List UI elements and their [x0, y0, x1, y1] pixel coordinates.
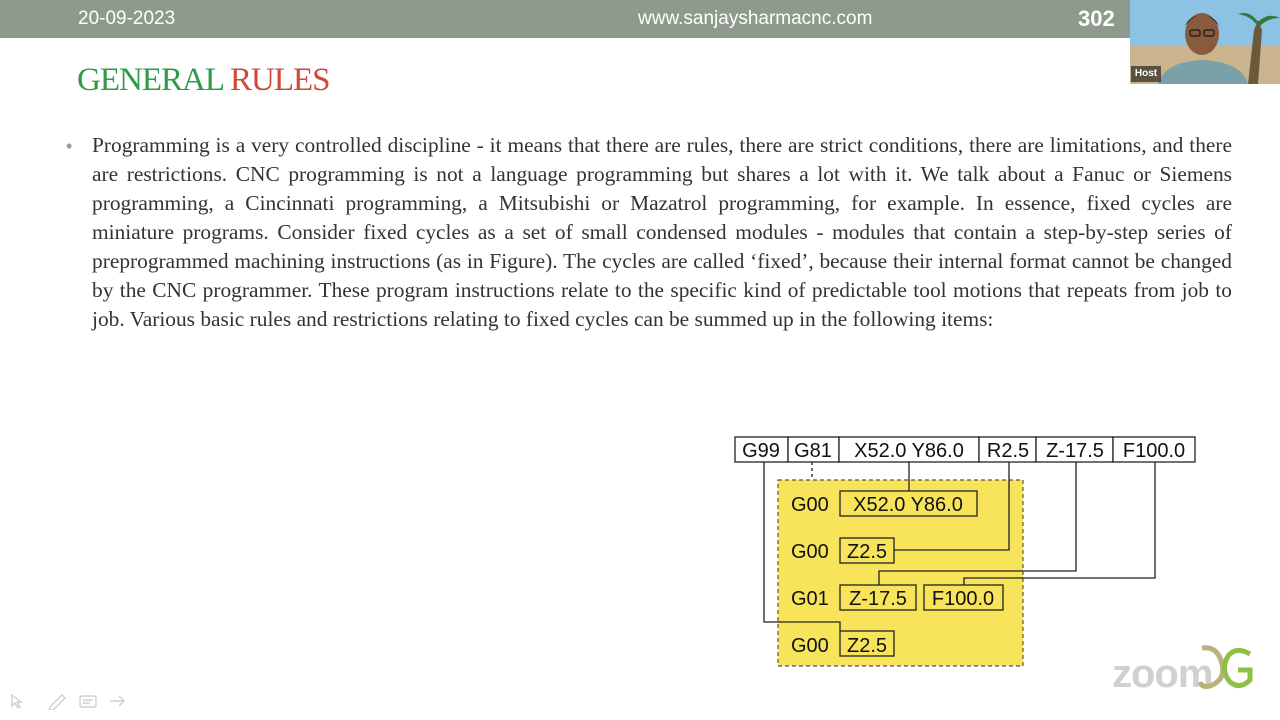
block-z: Z-17.5 [1046, 440, 1104, 462]
row3-word2: F100.0 [931, 588, 995, 610]
block-xy: X52.0 Y86.0 [854, 440, 964, 462]
host-label: Host [1131, 66, 1161, 82]
annotation-toolbar [10, 692, 130, 710]
zoom-watermark: zoom [1112, 652, 1213, 696]
row1-word1: X52.0 Y86.0 [853, 494, 963, 516]
pointer-icon[interactable] [12, 695, 21, 708]
block-g81: G81 [794, 440, 832, 462]
comment-icon[interactable] [80, 696, 96, 707]
slide-title [77, 62, 330, 99]
arrow-icon[interactable] [110, 696, 124, 706]
presenter-logo-icon [1196, 640, 1256, 695]
slide-number: 302 [1078, 6, 1115, 31]
row3-code: G01 [791, 588, 829, 610]
row2-code: G00 [791, 541, 829, 563]
bullet-icon: • [66, 136, 73, 156]
title-rules: RULES [230, 62, 330, 98]
slide-header-bar [0, 0, 1130, 38]
row2-word1: Z2.5 [846, 541, 888, 563]
slide-date: 20-09-2023 [78, 8, 176, 29]
block-line [735, 437, 1195, 462]
website-url: www.sanjaysharmacnc.com [638, 8, 873, 29]
fixed-cycle-figure [734, 435, 1196, 668]
pen-icon[interactable] [49, 695, 65, 710]
row3-word1: Z-17.5 [849, 588, 907, 610]
row4-code: G00 [791, 635, 829, 657]
block-f: F100.0 [1122, 440, 1186, 462]
block-g99: G99 [742, 440, 780, 462]
body-paragraph: Programming is a very controlled discipline - it means that there are rules, there are strict conditions, there are limitations, and there are restrictions. CNC programming is not a language programming but shares a lot with it. We talk about a Fanuc or Siemens programming, a Cincinnati programming, a Mitsubishi or Mazatrol programming, for example. In essence, fixed cycles are miniature programs. Consider fixed cycles as a set of small condensed modules - modules that contain a step-by-step series of preprogrammed machining instructions (as in Figure). The cycles are called ‘fixed’, because their internal format cannot be changed by the CNC programmer. These program instructions relate to the specific kind of predictable tool motions that repeats from job to job. Various basic rules and restrictions relating to fixed cycles can be summed up in the following items: [92, 133, 1232, 331]
row1-code: G00 [791, 494, 829, 516]
title-general: GENERAL [77, 62, 223, 98]
row4-word1: Z2.5 [846, 635, 888, 657]
block-r: R2.5 [986, 440, 1030, 462]
